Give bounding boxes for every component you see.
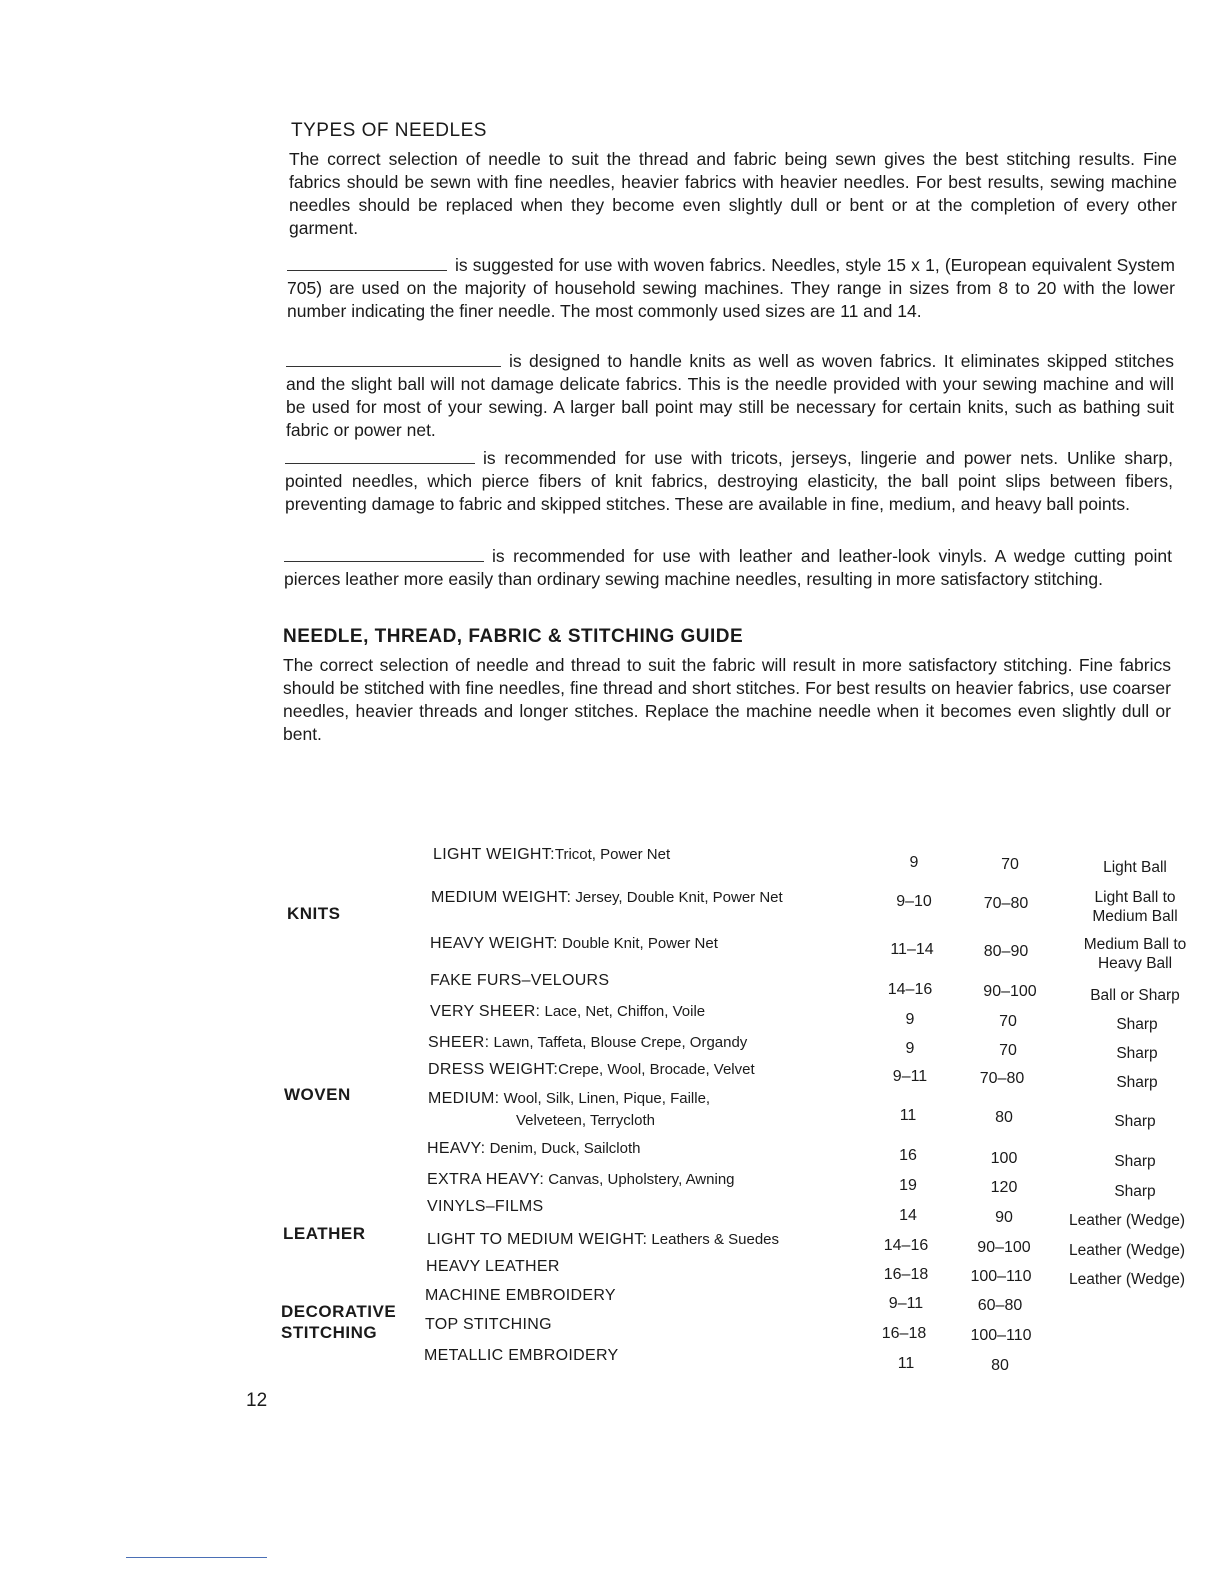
category-decorative: DECORATIVE [281,1302,397,1321]
needle-size-us: 14–16 [887,981,933,998]
needle-point: Light Ball to Medium Ball [1092,889,1178,925]
needle-size-us: 16–18 [881,1325,927,1342]
blank-line [287,256,447,271]
needle-size-us: 14–16 [883,1237,929,1254]
fabric-cell: SHEER: Lawn, Taffeta, Blouse Crepe, Organdy [428,1034,748,1051]
fabric-cell: HEAVY LEATHER [426,1258,560,1275]
ball-point-text: is designed to handle knits as well as woven fabrics. It eliminates skipped stitches and the slight ball will not damage delicate fabrics. This is the needle provided with your sewing machine and will be used for most of your sewing. A larger ball point may still be necessary for certain knits, such as bathing suit fabric or power net. [286,351,1174,440]
fabric-cell: LIGHT TO MEDIUM WEIGHT: Leathers & Suedes [427,1231,780,1248]
fabric-cell: VINYLS–FILMS [427,1198,544,1215]
fabric-cell: MACHINE EMBROIDERY [425,1287,616,1304]
needle-point: Sharp [1114,1113,1156,1130]
fabric-cell: DRESS WEIGHT:Crepe, Wool, Brocade, Velvet [428,1061,755,1078]
blank-line [286,352,501,367]
fabric-cell: HEAVY WEIGHT: Double Knit, Power Net [430,935,718,952]
blank-line [285,449,475,464]
needle-size-eu: 80 [995,1109,1013,1126]
ball-point-paragraph [286,350,1174,442]
needle-size-eu: 90–100 [983,983,1037,1000]
needle-size-us: 9 [905,1011,915,1028]
needle-point: Leather (Wedge) [1068,1242,1186,1259]
needle-point: Leather (Wedge) [1068,1212,1186,1229]
needle-size-eu: 80 [991,1357,1009,1374]
needle-point: Sharp [1114,1183,1156,1200]
needle-size-us: 14 [899,1207,917,1224]
footer-rule [126,1557,267,1558]
needle-size-us: 9 [909,854,919,871]
fabric-cell: MEDIUM: Wool, Silk, Linen, Pique, Faille, [428,1090,711,1107]
fabric-cell: LIGHT WEIGHT:Tricot, Power Net [433,846,671,863]
needle-size-eu: 60–80 [977,1297,1023,1314]
needle-size-eu: 100 [990,1150,1018,1167]
needle-size-us: 16–18 [883,1266,929,1283]
needle-size-us: 11–14 [890,941,934,958]
needle-size-eu: 90–100 [977,1239,1031,1256]
leather-needle-paragraph [284,545,1172,591]
needle-size-eu: 70–80 [979,1070,1025,1087]
needle-size-us: 9–11 [888,1295,924,1312]
category-woven: WOVEN [284,1085,351,1104]
needle-size-eu: 100–110 [970,1268,1032,1285]
needle-size-eu: 70 [999,1042,1017,1059]
needle-size-us: 11 [899,1107,917,1124]
needle-point: Sharp [1116,1074,1158,1091]
needle-point: Sharp [1116,1016,1158,1033]
needle-size-eu: 100–110 [970,1327,1032,1344]
needle-size-eu: 70 [999,1013,1017,1030]
leather-needle-text: is recommended for use with leather and leather-look vinyls. A wedge cutting point pierces leather more easily than ordinary sewing machine needles, resulting in more satisfactory stitching. [284,546,1172,589]
fabric-cell: FAKE FURS–VELOURS [430,972,610,989]
needle-size-us: 16 [899,1147,917,1164]
fabric-cell: HEAVY: Denim, Duck, Sailcloth [427,1140,641,1157]
fabric-cell: VERY SHEER: Lace, Net, Chiffon, Voile [430,1003,706,1020]
needle-size-us: 9 [905,1040,915,1057]
needle-size-eu: 90 [995,1209,1013,1226]
category-stitching: STITCHING [281,1323,378,1342]
knit-needle-paragraph [285,447,1173,516]
needle-size-us: 19 [899,1177,917,1194]
needle-point: Leather (Wedge) [1068,1271,1186,1288]
category-knits: KNITS [287,904,341,923]
needle-size-us: 9–10 [896,893,932,910]
types-of-needles-heading: TYPES OF NEEDLES [291,120,487,141]
category-leather: LEATHER [283,1224,366,1243]
types-intro-paragraph: The correct selection of needle to suit the thread and fabric being sewn gives the best stitching results. Fine fabrics should be sewn with fine needles, heavier fabrics with heavier needles. For best results, sewing machine needles should be replaced when they become even slightly dull or bent or at the completion of every other garment. [289,149,1177,238]
needle-size-eu: 70 [1001,856,1019,873]
needle-point: Medium Ball to Heavy Ball [1083,936,1187,972]
fabric-cell: EXTRA HEAVY: Canvas, Upholstery, Awning [427,1171,735,1188]
sharp-needle-text: is suggested for use with woven fabrics. Needles, style 15 x 1, (European equivalent System 705) are used on the majority of household sewing machines. They range in sizes from 8 to 20 with the lower number indicating the finer needle. The most commonly used sizes are 11 and 14. [287,255,1175,321]
guide-intro-paragraph: The correct selection of needle and thread to suit the fabric will result in more satisfactory stitching. Fine fabrics should be stitched with fine needles, fine thread and short stitches. For best results on heavier fabrics, use coarser needles, heavier threads and longer stitches. Replace the machine needle when it becomes even slightly dull or bent. [283,655,1171,744]
fabric-cell: METALLIC EMBROIDERY [424,1347,619,1364]
needle-point: Sharp [1116,1045,1158,1062]
needle-size-eu: 70–80 [983,895,1029,912]
knit-needle-text: is recommended for use with tricots, jerseys, lingerie and power nets. Unlike sharp, pointed needles, which pierce fibers of knit fabrics, destroying elasticity, the ball point slips between fibers, preventing damage to fabric and skipped stitches. These are available in fine, medium, and heavy ball points. [285,448,1173,514]
fabric-cell-continued: Velveteen, Terrycloth [516,1112,655,1129]
guide-heading: NEEDLE, THREAD, FABRIC & STITCHING GUIDE [283,626,744,647]
needle-size-eu: 80–90 [983,943,1029,960]
needle-point: Ball or Sharp [1090,987,1180,1004]
needle-size-us: 9–11 [892,1068,928,1085]
needle-point: Light Ball [1103,859,1167,876]
sharp-needle-paragraph [287,254,1175,323]
fabric-cell: MEDIUM WEIGHT: Jersey, Double Knit, Power Net [431,889,783,906]
needle-size-eu: 120 [990,1179,1018,1196]
page-number: 12 [246,1390,268,1411]
fabric-cell: TOP STITCHING [425,1316,552,1333]
blank-line [284,547,484,562]
needle-point: Sharp [1114,1153,1156,1170]
needle-size-us: 11 [897,1355,915,1372]
